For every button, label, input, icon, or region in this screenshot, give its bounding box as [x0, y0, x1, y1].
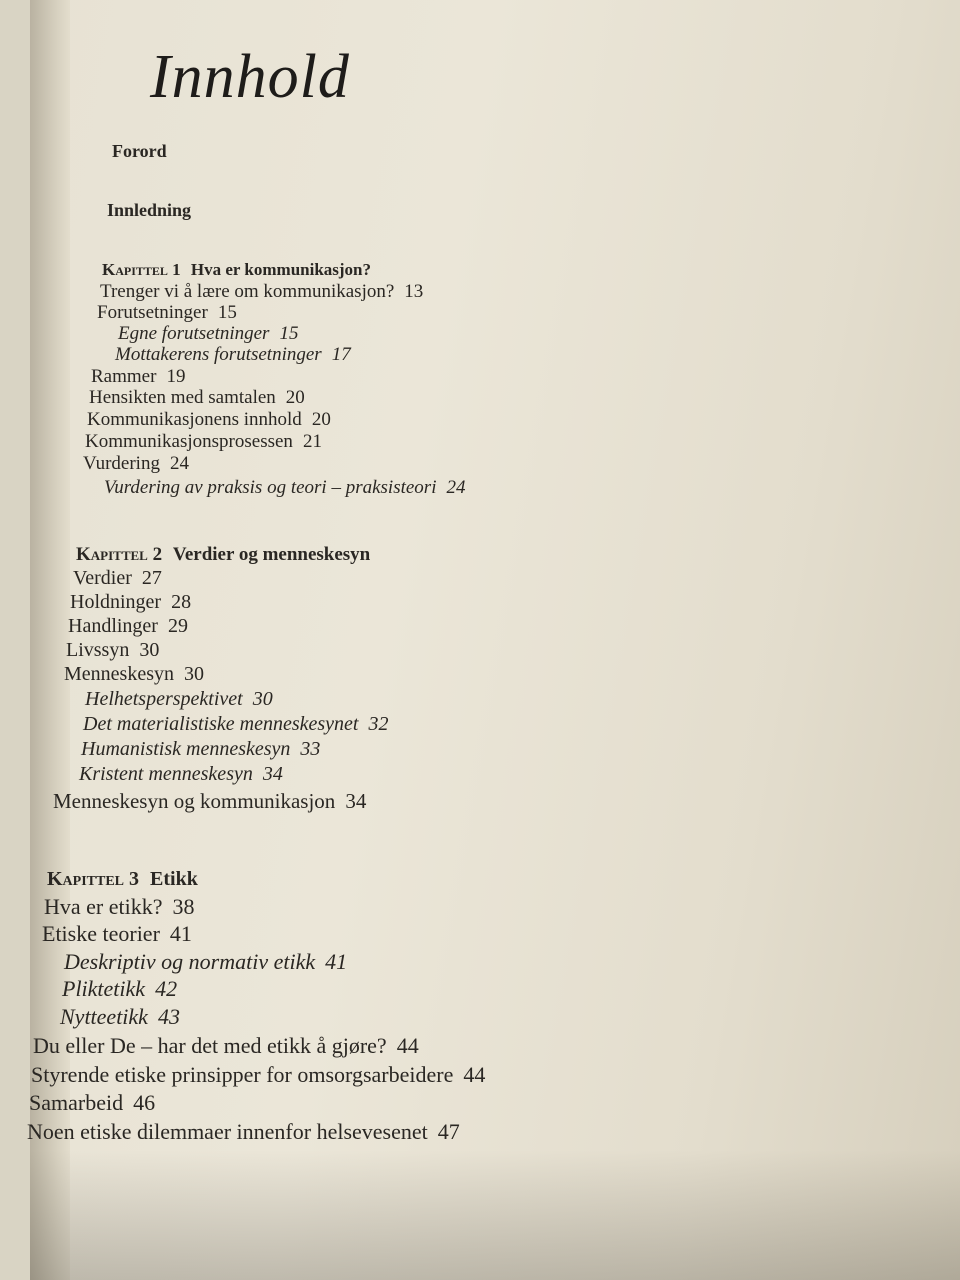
toc-forord: Forord	[112, 141, 167, 161]
book-spine-shadow	[30, 0, 70, 1280]
toc-subentry: Deskriptiv og normativ etikk 41	[64, 949, 348, 974]
toc-entry: Trenger vi å lære om kommunikasjon? 13	[100, 281, 424, 302]
toc-entry: Rammer 19	[91, 366, 186, 387]
toc-entry: Menneskesyn 30	[64, 663, 204, 685]
chapter-2-heading	[76, 544, 370, 566]
toc-subentry: Kristent menneskesyn 34	[79, 763, 283, 785]
chapter-label: Kapittel 1	[102, 260, 181, 279]
toc-subentry: Humanistisk menneskesyn 33	[81, 738, 321, 760]
toc-entry: Menneskesyn og kommunikasjon 34	[53, 789, 367, 813]
toc-subentry: Vurdering av praksis og teori – praksisteori 24	[104, 477, 466, 498]
toc-entry: Forutsetninger 15	[97, 302, 237, 323]
toc-entry: Verdier 27	[73, 567, 162, 589]
toc-entry: Livssyn 30	[66, 639, 160, 661]
chapter-1-heading	[102, 260, 371, 280]
toc-entry: Samarbeid 46	[29, 1090, 156, 1115]
toc-subentry: Nytteetikk 43	[60, 1004, 180, 1029]
toc-entry: Noen etiske dilemmaer innenfor helsevesenet 47	[27, 1119, 460, 1144]
toc-subentry: Mottakerens forutsetninger 17	[115, 344, 351, 365]
chapter-3-heading	[47, 868, 198, 891]
toc-entry: Hva er etikk? 38	[44, 894, 195, 919]
toc-entry: Etiske teorier 41	[42, 921, 192, 946]
page-title: Innhold	[150, 43, 350, 111]
chapter-title: Verdier og menneskesyn	[172, 544, 371, 565]
toc-entry: Vurdering 24	[83, 453, 189, 474]
chapter-title: Hva er kommunikasjon?	[190, 260, 372, 279]
toc-innledning: Innledning	[107, 200, 192, 220]
toc-subentry: Det materialistiske menneskesynet 32	[83, 713, 389, 735]
toc-entry: Du eller De – har det med etikk å gjøre? 44	[33, 1033, 419, 1058]
chapter-label: Kapittel 2	[76, 544, 163, 565]
toc-subentry: Helhetsperspektivet 30	[85, 688, 273, 710]
book-page	[27, 0, 960, 1280]
toc-subentry: Pliktetikk 42	[62, 976, 178, 1001]
toc-entry: Handlinger 29	[68, 615, 188, 637]
toc-subentry: Egne forutsetninger 15	[118, 323, 299, 344]
toc-entry: Holdninger 28	[70, 591, 192, 613]
toc-entry: Styrende etiske prinsipper for omsorgsarbeidere 44	[31, 1062, 486, 1087]
toc-entry: Kommunikasjonens innhold 20	[87, 409, 331, 430]
toc-entry: Kommunikasjonsprosessen 21	[85, 431, 322, 452]
chapter-label: Kapittel 3	[47, 868, 140, 890]
toc-entry: Hensikten med samtalen 20	[89, 387, 305, 408]
chapter-title: Etikk	[150, 868, 198, 890]
